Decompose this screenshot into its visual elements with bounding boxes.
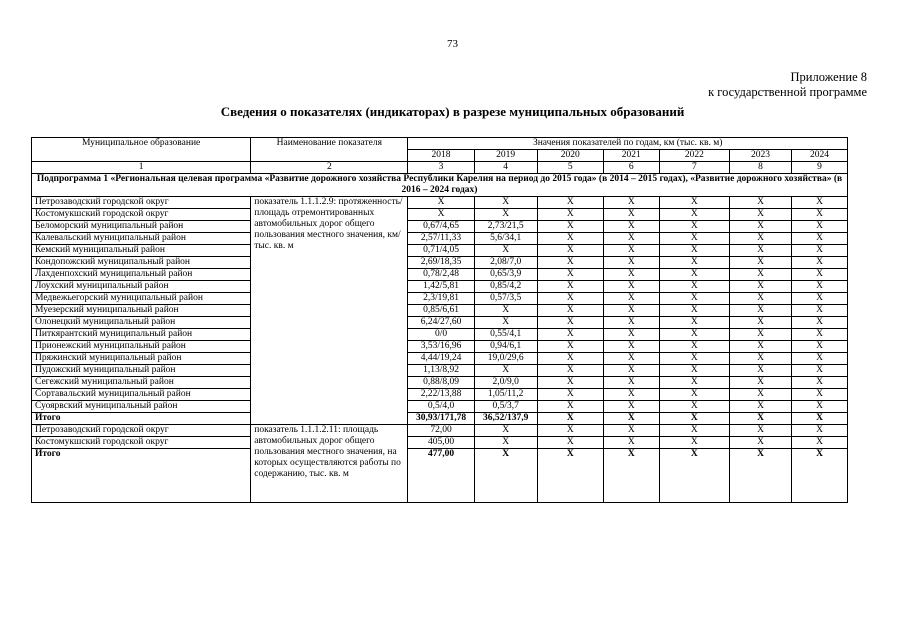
- total-value: X: [603, 449, 659, 503]
- total-value: 36,52/137,9: [474, 413, 537, 425]
- header-year: 2018: [408, 150, 474, 162]
- value-cell: 0,57/3,5: [474, 293, 537, 305]
- value-cell: X: [659, 305, 729, 317]
- table-row: [32, 401, 848, 413]
- value-cell: X: [603, 401, 659, 413]
- value-cell: X: [659, 329, 729, 341]
- table-row: [32, 305, 848, 317]
- value-cell: X: [537, 209, 603, 221]
- value-cell: 0,85/4,2: [474, 281, 537, 293]
- municipality-name: Костомукшский городской округ: [32, 437, 251, 449]
- municipality-name: Олонецкий муниципальный район: [32, 317, 251, 329]
- value-cell: X: [474, 317, 537, 329]
- value-cell: X: [730, 305, 792, 317]
- value-cell: X: [730, 437, 792, 449]
- value-cell: X: [537, 317, 603, 329]
- value-cell: X: [537, 437, 603, 449]
- value-cell: X: [730, 329, 792, 341]
- value-cell: X: [659, 209, 729, 221]
- total-value: 30,93/171,78: [408, 413, 474, 425]
- total-row: [32, 413, 848, 425]
- header-column-number: 2: [251, 162, 408, 174]
- value-cell: X: [792, 221, 848, 233]
- municipality-name: Суоярвский муниципальный район: [32, 401, 251, 413]
- value-cell: X: [730, 221, 792, 233]
- value-cell: X: [603, 353, 659, 365]
- value-cell: X: [659, 437, 729, 449]
- value-cell: X: [792, 269, 848, 281]
- value-cell: 0,94/6,1: [474, 341, 537, 353]
- value-cell: 1,42/5,81: [408, 281, 474, 293]
- value-cell: X: [537, 221, 603, 233]
- value-cell: 5,6/34,1: [474, 233, 537, 245]
- municipality-name: Кондопожский муниципальный район: [32, 257, 251, 269]
- header-year: 2021: [603, 150, 659, 162]
- value-cell: 4,44/19,24: [408, 353, 474, 365]
- value-cell: X: [537, 293, 603, 305]
- total-value: X: [730, 413, 792, 425]
- total-value: X: [792, 413, 848, 425]
- header-row-1: [32, 138, 848, 150]
- value-cell: X: [603, 245, 659, 257]
- value-cell: 6,24/27,60: [408, 317, 474, 329]
- value-cell: X: [659, 353, 729, 365]
- value-cell: 1,05/11,2: [474, 389, 537, 401]
- value-cell: 2,22/13,88: [408, 389, 474, 401]
- value-cell: X: [659, 365, 729, 377]
- value-cell: X: [408, 197, 474, 209]
- value-cell: X: [537, 269, 603, 281]
- value-cell: 72,00: [408, 425, 474, 437]
- municipality-name: Прионежский муниципальный район: [32, 341, 251, 353]
- value-cell: X: [659, 281, 729, 293]
- value-cell: X: [730, 197, 792, 209]
- table-row: [32, 353, 848, 365]
- header-year: 2022: [659, 150, 729, 162]
- value-cell: 0,88/8,09: [408, 377, 474, 389]
- header-column-number: 4: [474, 162, 537, 174]
- value-cell: X: [659, 377, 729, 389]
- value-cell: X: [408, 209, 474, 221]
- group1-body: [32, 197, 848, 425]
- value-cell: 2,0/9,0: [474, 377, 537, 389]
- value-cell: 2,73/21,5: [474, 221, 537, 233]
- value-cell: X: [537, 329, 603, 341]
- value-cell: X: [659, 221, 729, 233]
- value-cell: 405,00: [408, 437, 474, 449]
- municipality-name: Медвежьегорский муниципальный район: [32, 293, 251, 305]
- municipality-name: Пряжинский муниципальный район: [32, 353, 251, 365]
- value-cell: X: [603, 377, 659, 389]
- value-cell: X: [537, 233, 603, 245]
- value-cell: X: [659, 293, 729, 305]
- header-year: 2024: [792, 150, 848, 162]
- value-cell: 0,5/3,7: [474, 401, 537, 413]
- value-cell: X: [603, 389, 659, 401]
- header-column-number: 9: [792, 162, 848, 174]
- value-cell: X: [659, 389, 729, 401]
- value-cell: X: [730, 389, 792, 401]
- table-row: [32, 341, 848, 353]
- municipality-name: Петрозаводский городской округ: [32, 425, 251, 437]
- value-cell: X: [537, 281, 603, 293]
- municipality-name: Лахденпохский муниципальный район: [32, 269, 251, 281]
- header-column-number: 7: [659, 162, 729, 174]
- total-value: X: [474, 449, 537, 503]
- value-cell: X: [792, 209, 848, 221]
- table-row: [32, 317, 848, 329]
- table-row: [32, 269, 848, 281]
- header-year: 2019: [474, 150, 537, 162]
- value-cell: X: [603, 365, 659, 377]
- indicator-name: показатель 1.1.1.2.9: протяженность/площадь отремонтированных автомобильных дорог общего пользования местного значения, км/тыс. кв. м: [251, 197, 408, 425]
- total-value: X: [537, 449, 603, 503]
- appendix-label: [708, 70, 867, 100]
- value-cell: X: [603, 317, 659, 329]
- total-row: [32, 449, 848, 503]
- table-row: [32, 293, 848, 305]
- table-row: [32, 257, 848, 269]
- value-cell: X: [659, 233, 729, 245]
- value-cell: X: [537, 365, 603, 377]
- value-cell: X: [792, 233, 848, 245]
- value-cell: X: [792, 257, 848, 269]
- value-cell: X: [603, 305, 659, 317]
- value-cell: X: [537, 425, 603, 437]
- total-label: Итого: [32, 413, 251, 425]
- header-column-number: 5: [537, 162, 603, 174]
- total-value: X: [659, 449, 729, 503]
- total-value: X: [603, 413, 659, 425]
- header-column-number: 8: [730, 162, 792, 174]
- value-cell: 0,67/4,65: [408, 221, 474, 233]
- value-cell: X: [730, 245, 792, 257]
- value-cell: X: [603, 221, 659, 233]
- header-year: 2023: [730, 150, 792, 162]
- value-cell: X: [730, 317, 792, 329]
- header-numbers-row: [32, 162, 848, 174]
- value-cell: X: [537, 257, 603, 269]
- municipality-name: Питкярантский муниципальный район: [32, 329, 251, 341]
- municipality-name: Калевальский муниципальный район: [32, 233, 251, 245]
- value-cell: X: [792, 425, 848, 437]
- value-cell: X: [792, 329, 848, 341]
- value-cell: X: [730, 293, 792, 305]
- value-cell: X: [659, 401, 729, 413]
- value-cell: X: [730, 341, 792, 353]
- value-cell: 2,3/19,81: [408, 293, 474, 305]
- value-cell: X: [730, 377, 792, 389]
- total-label: Итого: [32, 449, 251, 503]
- value-cell: 0,71/4,05: [408, 245, 474, 257]
- municipality-name: Муезерский муниципальный район: [32, 305, 251, 317]
- value-cell: X: [792, 341, 848, 353]
- total-value: X: [659, 413, 729, 425]
- table-row: [32, 233, 848, 245]
- subprogram-row: [32, 174, 848, 197]
- document-title: Сведения о показателях (индикаторах) в разрезе муниципальных образований: [220, 104, 685, 119]
- municipality-name: Петрозаводский городской округ: [32, 197, 251, 209]
- value-cell: X: [603, 257, 659, 269]
- value-cell: 19,0/29,6: [474, 353, 537, 365]
- header-indicator: Наименование показателя: [251, 138, 408, 162]
- value-cell: X: [659, 341, 729, 353]
- value-cell: X: [537, 245, 603, 257]
- value-cell: X: [603, 425, 659, 437]
- municipality-name: Пудожский муниципальный район: [32, 365, 251, 377]
- appendix-line1: Приложение 8: [790, 70, 867, 84]
- value-cell: X: [730, 209, 792, 221]
- header-column-number: 6: [603, 162, 659, 174]
- value-cell: X: [537, 353, 603, 365]
- header-column-number: 3: [408, 162, 474, 174]
- value-cell: X: [659, 257, 729, 269]
- value-cell: 3,53/16,96: [408, 341, 474, 353]
- value-cell: X: [659, 245, 729, 257]
- value-cell: X: [792, 281, 848, 293]
- value-cell: X: [603, 197, 659, 209]
- value-cell: X: [659, 197, 729, 209]
- appendix-line2: к государственной программе: [708, 85, 867, 99]
- header-values: Значения показателей по годам, км (тыс. кв. м): [408, 138, 848, 150]
- value-cell: X: [537, 197, 603, 209]
- municipality-name: Лоухский муниципальный район: [32, 281, 251, 293]
- value-cell: 0,85/6,61: [408, 305, 474, 317]
- value-cell: X: [474, 197, 537, 209]
- subprogram-title: Подпрограмма 1 «Региональная целевая программа «Развитие дорожного хозяйства Республики Карелия на период до 2015 года» (в 2014 – 2015 годах), «Развитие дорожного хозяйства» (в 2016 – 2024 годах): [32, 174, 848, 197]
- total-value: X: [792, 449, 848, 503]
- value-cell: X: [792, 293, 848, 305]
- value-cell: X: [603, 437, 659, 449]
- value-cell: X: [659, 425, 729, 437]
- value-cell: X: [792, 389, 848, 401]
- indicator-name: показатель 1.1.1.2.11: площадь автомобильных дорог общего пользования местного значения, на которых осуществляются работы по содержанию, тыс. кв. м: [251, 425, 408, 503]
- value-cell: X: [792, 245, 848, 257]
- table-row: [32, 209, 848, 221]
- value-cell: 0,55/4,1: [474, 329, 537, 341]
- table-row: [32, 329, 848, 341]
- table-row: [32, 437, 848, 449]
- value-cell: X: [730, 233, 792, 245]
- value-cell: X: [537, 305, 603, 317]
- table-row: [32, 197, 848, 209]
- value-cell: X: [603, 341, 659, 353]
- value-cell: X: [537, 341, 603, 353]
- value-cell: X: [792, 377, 848, 389]
- value-cell: X: [474, 305, 537, 317]
- value-cell: 0,78/2,48: [408, 269, 474, 281]
- value-cell: X: [603, 293, 659, 305]
- value-cell: X: [792, 197, 848, 209]
- group2-body: [32, 425, 848, 503]
- value-cell: 1,13/8,92: [408, 365, 474, 377]
- table-row: [32, 389, 848, 401]
- municipality-name: Сегежский муниципальный район: [32, 377, 251, 389]
- value-cell: X: [792, 353, 848, 365]
- page-number: 73: [447, 38, 458, 50]
- value-cell: X: [537, 401, 603, 413]
- table-row: [32, 245, 848, 257]
- municipality-name: Беломорский муниципальный район: [32, 221, 251, 233]
- value-cell: X: [603, 329, 659, 341]
- table-row: [32, 425, 848, 437]
- value-cell: X: [730, 257, 792, 269]
- value-cell: X: [792, 305, 848, 317]
- value-cell: X: [603, 233, 659, 245]
- value-cell: 2,57/11,33: [408, 233, 474, 245]
- total-value: 477,00: [408, 449, 474, 503]
- value-cell: X: [730, 401, 792, 413]
- total-value: X: [730, 449, 792, 503]
- municipality-name: Костомукшский городской округ: [32, 209, 251, 221]
- municipality-name: Сортавальский муниципальный район: [32, 389, 251, 401]
- table-row: [32, 365, 848, 377]
- table-row: [32, 377, 848, 389]
- indicators-table: [31, 137, 848, 503]
- value-cell: X: [730, 281, 792, 293]
- value-cell: X: [792, 317, 848, 329]
- value-cell: X: [603, 281, 659, 293]
- table-row: [32, 281, 848, 293]
- value-cell: X: [792, 365, 848, 377]
- value-cell: X: [474, 209, 537, 221]
- value-cell: X: [730, 269, 792, 281]
- value-cell: X: [603, 209, 659, 221]
- value-cell: X: [730, 425, 792, 437]
- header-municipality: Муниципальное образование: [32, 138, 251, 162]
- value-cell: 2,69/18,35: [408, 257, 474, 269]
- value-cell: X: [474, 425, 537, 437]
- header-column-number: 1: [32, 162, 251, 174]
- value-cell: 0,65/3,9: [474, 269, 537, 281]
- value-cell: X: [474, 437, 537, 449]
- table-row: [32, 221, 848, 233]
- value-cell: X: [730, 365, 792, 377]
- value-cell: X: [730, 353, 792, 365]
- municipality-name: Кемский муниципальный район: [32, 245, 251, 257]
- value-cell: X: [474, 245, 537, 257]
- value-cell: X: [792, 437, 848, 449]
- value-cell: 2,08/7,0: [474, 257, 537, 269]
- value-cell: 0,5/4,0: [408, 401, 474, 413]
- value-cell: X: [537, 389, 603, 401]
- total-value: X: [537, 413, 603, 425]
- value-cell: X: [537, 377, 603, 389]
- value-cell: X: [792, 401, 848, 413]
- header-year: 2020: [537, 150, 603, 162]
- value-cell: X: [603, 269, 659, 281]
- value-cell: X: [659, 317, 729, 329]
- value-cell: 0/0: [408, 329, 474, 341]
- value-cell: X: [474, 365, 537, 377]
- value-cell: X: [659, 269, 729, 281]
